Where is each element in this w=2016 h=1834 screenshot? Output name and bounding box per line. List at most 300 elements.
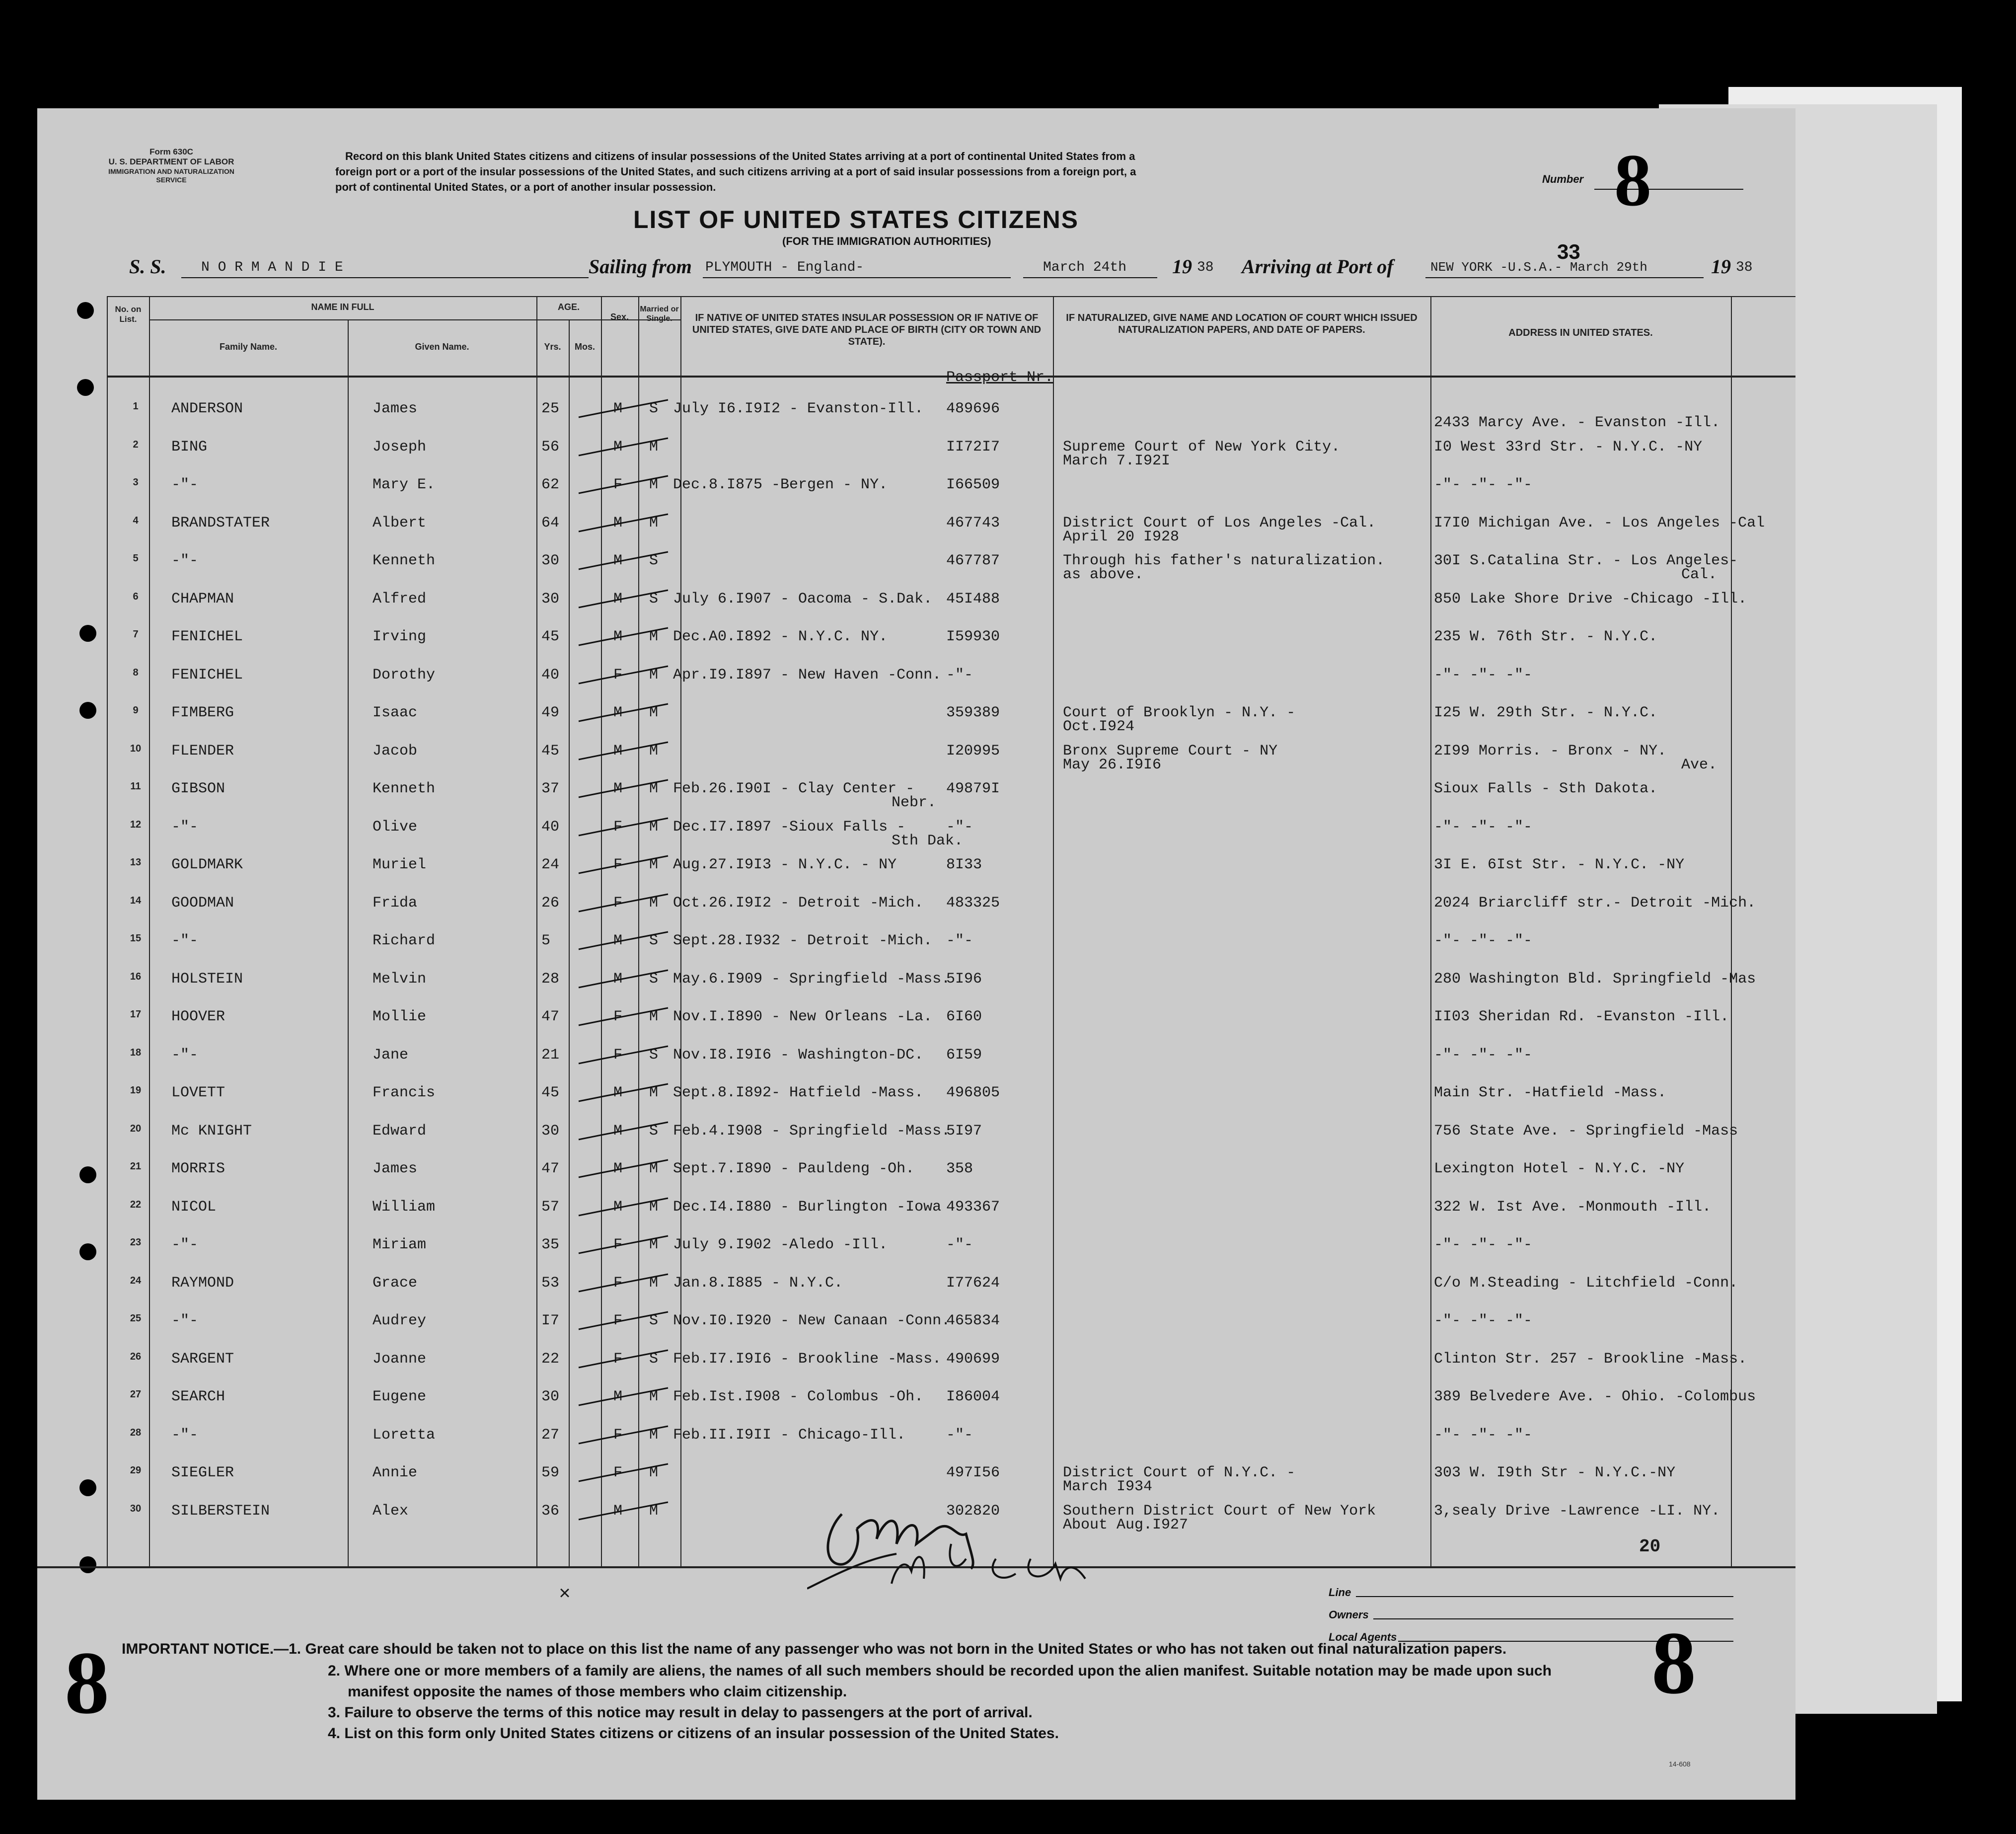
cell-birth: Feb.26.I90I - Clay Center -	[673, 780, 915, 797]
cell-age: 47	[541, 1008, 560, 1025]
cell-given: Kenneth	[373, 780, 436, 797]
cell-sex: M	[613, 552, 623, 569]
notice-title: IMPORTANT NOTICE.	[122, 1641, 274, 1657]
cell-given: Richard	[373, 932, 436, 949]
sailing-date: March 24th	[1043, 260, 1127, 275]
cell-birth: Sept.28.I932 - Detroit -Mich.	[673, 932, 933, 949]
cell-addr: 30I S.Catalina Str. - Los Angeles-	[1434, 552, 1738, 569]
check-mark	[574, 1309, 673, 1339]
cell-family: GIBSON	[171, 780, 225, 797]
cell-given: James	[373, 400, 418, 417]
cell-age: 37	[541, 780, 560, 797]
cell-family: HOLSTEIN	[171, 970, 243, 988]
cell-age: 36	[541, 1502, 560, 1520]
cell-age: 45	[541, 1084, 560, 1101]
check-mark	[574, 816, 673, 845]
cell-given: James	[373, 1160, 418, 1177]
cell-passport: 6I60	[946, 1008, 982, 1025]
cell-family: -"-	[171, 552, 199, 569]
cell-family: -"-	[171, 1236, 199, 1253]
cell-addr: -"- -"- -"-	[1434, 818, 1533, 836]
instruction-line: port of continental United States, or a port of another insular possession.	[335, 180, 716, 193]
cell-nat: District Court of Los Angeles -Cal.	[1063, 514, 1376, 532]
cell-family: NICOL	[171, 1198, 217, 1216]
check-mark	[574, 853, 673, 883]
footer-code: 14-608	[1669, 1760, 1691, 1768]
cell-passport: 49879I	[946, 780, 1000, 797]
cell-age: 25	[541, 400, 560, 417]
pencil-mark: ×	[559, 1584, 571, 1606]
notice-item: 2. Where one or more members of a family are aliens, the names of all such members should be recorded upon the alien manifest. Suitable notation may be made upon such	[328, 1663, 1552, 1679]
cell-addr: -"- -"- -"-	[1434, 666, 1533, 684]
cell-family: BING	[171, 438, 208, 456]
arriving-port: NEW YORK -U.S.A.- March 29th	[1430, 260, 1647, 275]
cell-family: GOODMAN	[171, 894, 234, 912]
cell-given: Muriel	[373, 856, 427, 873]
cell-addr: 2433 Marcy Ave. - Evanston -Ill.	[1434, 414, 1720, 431]
cell-sex: F	[613, 1046, 623, 1064]
cell-addr: I25 W. 29th Str. - N.Y.C.	[1434, 704, 1658, 721]
cell-age: 30	[541, 590, 560, 608]
cell-passport: -"-	[946, 1426, 973, 1444]
cell-family: -"-	[171, 476, 199, 493]
cell-sex: F	[613, 894, 623, 912]
check-mark	[574, 1120, 673, 1149]
cell-addr: 389 Belvedere Ave. - Ohio. -Colombus	[1434, 1388, 1756, 1405]
cell-given: Melvin	[373, 970, 427, 988]
cell-family: LOVETT	[171, 1084, 225, 1101]
cell-ms: M	[649, 856, 659, 873]
cell-nat: Court of Brooklyn - N.Y. -	[1063, 704, 1296, 721]
cell-no: 9	[133, 705, 139, 716]
cell-addr: 2I99 Morris. - Bronx - NY.	[1434, 742, 1667, 760]
cell-no: 20	[130, 1123, 142, 1134]
cell-sex: M	[613, 628, 623, 645]
cell-passport: -"-	[946, 1236, 973, 1253]
page-title: LIST OF UNITED STATES CITIZENS	[633, 206, 1079, 233]
list-number: 8	[1614, 139, 1651, 222]
cell-given: Loretta	[373, 1426, 436, 1444]
cell-ms: M	[649, 780, 659, 797]
cell-passport: 497I56	[946, 1464, 1000, 1481]
cell-ms: S	[649, 970, 659, 988]
cell-addr: -"- -"- -"-	[1434, 1426, 1533, 1444]
cell-birth: Dec.I7.I897 -Sioux Falls -	[673, 818, 906, 836]
cell-birth: May.6.I909 - Springfield -Mass.	[673, 970, 951, 988]
cell-ms: S	[649, 1350, 659, 1368]
cell-addr: -"- -"- -"-	[1434, 1236, 1533, 1253]
cell-age: 22	[541, 1350, 560, 1368]
cell-ms: M	[649, 1502, 659, 1520]
cell-sex: M	[613, 1502, 623, 1520]
cell-nat2: April 20 I928	[1063, 528, 1180, 545]
cell-passport: -"-	[946, 666, 973, 684]
column-rule	[1731, 296, 1732, 1568]
cell-age: 49	[541, 704, 560, 721]
owners-label: Owners	[1329, 1608, 1369, 1621]
cell-given: Joanne	[373, 1350, 427, 1368]
cell-family: SIEGLER	[171, 1464, 234, 1481]
sailing-from: PLYMOUTH - England-	[705, 260, 864, 275]
check-mark	[574, 1461, 673, 1491]
check-mark	[574, 1272, 673, 1301]
check-mark	[574, 701, 673, 731]
cell-given: Audrey	[373, 1312, 427, 1329]
cell-sex: F	[613, 856, 623, 873]
cell-passport: I86004	[946, 1388, 1000, 1405]
cell-age: 21	[541, 1046, 560, 1064]
check-mark	[574, 1044, 673, 1073]
cell-nat2: as above.	[1063, 566, 1144, 583]
column-header-name: NAME IN FULL	[311, 302, 374, 312]
cell-no: 26	[130, 1351, 142, 1362]
cell-birth: July 9.I902 -Aledo -Ill.	[673, 1236, 888, 1253]
column-header-married: Married or Single.	[640, 305, 679, 323]
column-header-family: Family Name.	[219, 342, 278, 352]
corner-number: 8	[65, 1633, 109, 1732]
cell-family: -"-	[171, 1312, 199, 1329]
stamp-count: 20	[1639, 1536, 1661, 1557]
cell-age: 30	[541, 552, 560, 569]
cell-birth: Nov.I.I890 - New Orleans -La.	[673, 1008, 933, 1025]
cell-birth: Feb.4.I908 - Springfield -Mass.	[673, 1122, 951, 1140]
cell-given: Mary E.	[373, 476, 436, 493]
cell-no: 6	[133, 591, 139, 602]
cell-addr: C/o M.Steading - Litchfield -Conn.	[1434, 1274, 1738, 1292]
column-header-age: AGE.	[557, 302, 580, 312]
cell-nat2: May 26.I9I6	[1063, 756, 1162, 773]
cell-given: Mollie	[373, 1008, 427, 1025]
check-mark	[574, 512, 673, 541]
cell-family: FENICHEL	[171, 628, 243, 645]
cell-addr: II03 Sheridan Rd. -Evanston -Ill.	[1434, 1008, 1729, 1025]
cell-no: 8	[133, 667, 139, 678]
check-mark	[574, 777, 673, 807]
cell-ms: M	[649, 742, 659, 760]
cell-no: 7	[133, 629, 139, 640]
cell-family: -"-	[171, 1046, 199, 1064]
cell-family: -"-	[171, 1426, 199, 1444]
check-mark	[574, 892, 673, 921]
cell-ms: S	[649, 1312, 659, 1329]
cell-family: GOLDMARK	[171, 856, 243, 873]
cell-given: Francis	[373, 1084, 436, 1101]
form-number: Form 630C	[149, 147, 193, 156]
cell-birth: Sept.7.I890 - Pauldeng -Oh.	[673, 1160, 915, 1177]
cell-nat: Bronx Supreme Court - NY	[1063, 742, 1278, 760]
cell-no: 15	[130, 933, 142, 944]
cell-given: Frida	[373, 894, 418, 912]
check-mark	[574, 549, 673, 579]
cell-passport: I59930	[946, 628, 1000, 645]
cell-age: 45	[541, 628, 560, 645]
cell-nat: Through his father's naturalization.	[1063, 552, 1385, 569]
sailing-label: Sailing from	[589, 255, 692, 278]
cell-no: 22	[130, 1199, 142, 1210]
cell-sex: F	[613, 1274, 623, 1292]
cell-sex: F	[613, 1312, 623, 1329]
cell-age: 47	[541, 1160, 560, 1177]
cell-sex: M	[613, 704, 623, 721]
cell-passport: 490699	[946, 1350, 1000, 1368]
cell-sex: F	[613, 1350, 623, 1368]
column-header-sex: Sex.	[610, 312, 629, 322]
cell-passport: 5I97	[946, 1122, 982, 1140]
cell-age: 24	[541, 856, 560, 873]
cell-sex: M	[613, 970, 623, 988]
cell-age: 45	[541, 742, 560, 760]
cell-ms: M	[649, 666, 659, 684]
cell-family: CHAPMAN	[171, 590, 234, 608]
cell-addr: 850 Lake Shore Drive -Chicago -Ill.	[1434, 590, 1747, 608]
cell-ms: S	[649, 590, 659, 608]
notice-item: 4. List on this form only United States citizens or citizens of an insular possession of the United States.	[328, 1725, 1059, 1742]
cell-passport: 467787	[946, 552, 1000, 569]
cell-no: 17	[130, 1009, 142, 1020]
column-header-yrs: Yrs.	[544, 342, 561, 352]
cell-family: BRANDSTATER	[171, 514, 270, 532]
cell-birth: Feb.II.I9II - Chicago-Ill.	[673, 1426, 906, 1444]
cell-sex: F	[613, 476, 623, 493]
cell-ms: M	[649, 1160, 659, 1177]
check-mark	[574, 397, 673, 427]
cell-passport: -"-	[946, 818, 973, 836]
cell-ms: M	[649, 1008, 659, 1025]
cell-birth: July 6.I907 - Oacoma - S.Dak.	[673, 590, 933, 608]
cell-ms: M	[649, 476, 659, 493]
cell-sex: M	[613, 514, 623, 532]
cell-addr: 756 State Ave. - Springfield -Mass	[1434, 1122, 1738, 1140]
cell-no: 23	[130, 1237, 142, 1248]
instruction-line: Record on this blank United States citizens and citizens of insular possessions of the United States arriving at a port of continental United States from a	[345, 150, 1135, 162]
cell-passport: 467743	[946, 514, 1000, 532]
cell-addr: I0 West 33rd Str. - N.Y.C. -NY	[1434, 438, 1703, 456]
local-agents-label: Local Agents	[1329, 1631, 1397, 1643]
cell-no: 21	[130, 1161, 142, 1172]
cell-family: Mc KNIGHT	[171, 1122, 252, 1140]
cell-birth: Dec.8.I875 -Bergen - NY.	[673, 476, 888, 493]
cell-ms: S	[649, 552, 659, 569]
cell-passport: II72I7	[946, 438, 1000, 456]
cell-addr: Clinton Str. 257 - Brookline -Mass.	[1434, 1350, 1747, 1368]
cell-addr: 280 Washington Bld. Springfield -Mas	[1434, 970, 1756, 988]
cell-birth: Nov.I8.I9I6 - Washington-DC.	[673, 1046, 924, 1064]
cell-nat2: March I934	[1063, 1478, 1153, 1495]
cell-ms: M	[649, 1274, 659, 1292]
cell-family: -"-	[171, 818, 199, 836]
cell-no: 2	[133, 439, 139, 450]
cell-no: 14	[130, 895, 142, 906]
cell-ms: M	[649, 818, 659, 836]
manifest-sheet	[37, 108, 1795, 1800]
instruction-line: foreign port or a port of the insular possessions of the United States, and such citizens arriving at a port of said insular possessions from a foreign port, a	[335, 165, 1136, 178]
check-mark	[574, 1233, 673, 1263]
cell-birth: Feb.Ist.I908 - Colombus -Oh.	[673, 1388, 924, 1405]
cell-birth: Nov.I0.I920 - New Canaan -Conn.	[673, 1312, 951, 1329]
department-name: U. S. DEPARTMENT OF LABOR	[108, 157, 234, 167]
cell-no: 19	[130, 1085, 142, 1096]
cell-passport: I20995	[946, 742, 1000, 760]
cell-no: 13	[130, 857, 142, 868]
service-name: IMMIGRATION AND NATURALIZATION SERVICE	[108, 167, 234, 184]
cell-given: Jane	[373, 1046, 409, 1064]
cell-ms: M	[649, 1388, 659, 1405]
cell-given: Annie	[373, 1464, 418, 1481]
cell-given: Joseph	[373, 438, 427, 456]
cell-no: 10	[130, 743, 142, 754]
table-top-rule	[107, 296, 1795, 297]
cell-sex: F	[613, 818, 623, 836]
cell-ms: S	[649, 400, 659, 417]
cell-addr: 235 W. 76th Str. - N.Y.C.	[1434, 628, 1658, 645]
corner-number: 8	[1651, 1613, 1696, 1712]
notice-item: 3. Failure to observe the terms of this notice may result in delay to passengers at the port of arrival.	[328, 1704, 1033, 1721]
cell-no: 29	[130, 1465, 142, 1476]
cell-passport: 359389	[946, 704, 1000, 721]
cell-passport: I77624	[946, 1274, 1000, 1292]
cell-no: 3	[133, 477, 139, 488]
passport-header: Passport Nr.	[946, 369, 1054, 386]
cell-birth: Apr.I9.I897 - New Haven -Conn.	[673, 666, 942, 684]
check-mark	[574, 1424, 673, 1453]
check-mark	[574, 929, 673, 959]
cell-age: 57	[541, 1198, 560, 1216]
column-rule	[107, 296, 108, 1568]
cell-ms: S	[649, 1046, 659, 1064]
cell-age: 40	[541, 818, 560, 836]
cell-no: 4	[133, 515, 139, 526]
cell-family: HOOVER	[171, 1008, 225, 1025]
underline	[1356, 1596, 1733, 1597]
cell-age: I7	[541, 1312, 560, 1329]
cell-addr: -"- -"- -"-	[1434, 1312, 1533, 1329]
cell-ms: M	[649, 1236, 659, 1253]
column-header-given: Given Name.	[415, 342, 469, 352]
cell-age: 62	[541, 476, 560, 493]
cell-addr: Sioux Falls - Sth Dakota.	[1434, 780, 1658, 797]
cell-birth2: Sth Dak.	[892, 832, 964, 849]
cell-sex: M	[613, 780, 623, 797]
check-mark	[574, 473, 673, 503]
cell-no: 12	[130, 819, 142, 830]
cell-given: Albert	[373, 514, 427, 532]
cell-birth: July I6.I9I2 - Evanston-Ill.	[673, 400, 924, 417]
column-rule	[1053, 296, 1054, 1568]
cell-no: 11	[130, 781, 141, 792]
cell-ms: M	[649, 1084, 659, 1101]
cell-given: Eugene	[373, 1388, 427, 1405]
cell-nat: District Court of N.Y.C. -	[1063, 1464, 1296, 1481]
cell-sex: M	[613, 742, 623, 760]
cell-given: Irving	[373, 628, 427, 645]
cell-given: Grace	[373, 1274, 418, 1292]
cell-birth: Dec.I4.I880 - Burlington -Iowa	[673, 1198, 942, 1216]
cell-nat2: About Aug.I927	[1063, 1516, 1189, 1533]
column-header-naturalized: IF NATURALIZED, GIVE NAME AND LOCATION OF COURT WHICH ISSUED NATURALIZATION PAPERS, AND DATE OF PAPERS.	[1066, 312, 1418, 335]
check-mark	[574, 625, 673, 655]
cell-family: -"-	[171, 932, 199, 949]
cell-passport: 493367	[946, 1198, 1000, 1216]
cell-ms: M	[649, 1426, 659, 1444]
cell-ms: M	[649, 514, 659, 532]
cell-no: 30	[130, 1503, 142, 1514]
cell-addr2: Ave.	[1681, 756, 1717, 773]
cell-sex: F	[613, 1008, 623, 1025]
cell-family: FIMBERG	[171, 704, 234, 721]
column-header-address: ADDRESS IN UNITED STATES.	[1508, 327, 1653, 338]
cell-ms: M	[649, 438, 659, 456]
ship-name: N O R M A N D I E	[201, 260, 343, 275]
notice-item: —1. Great care should be taken not to place on this list the name of any passenger who was not born in the United States or who has not taken out final naturalization papers.	[274, 1641, 1507, 1657]
cell-sex: F	[613, 1426, 623, 1444]
check-mark	[574, 1385, 673, 1415]
cell-addr: I7I0 Michigan Ave. - Los Angeles -Cal	[1434, 514, 1765, 532]
arrival-year: 38	[1736, 260, 1753, 275]
check-mark	[574, 740, 673, 769]
column-header-mos: Mos.	[574, 342, 595, 352]
cell-given: Alfred	[373, 590, 427, 608]
cell-age: 30	[541, 1388, 560, 1405]
cell-passport: -"-	[946, 932, 973, 949]
number-label: Number	[1542, 173, 1584, 185]
cell-no: 1	[133, 401, 139, 412]
page-subtitle: (FOR THE IMMIGRATION AUTHORITIES)	[782, 235, 991, 247]
cell-passport: 489696	[946, 400, 1000, 417]
arriving-label: Arriving at Port of	[1242, 255, 1394, 278]
cell-passport: I66509	[946, 476, 1000, 493]
cell-given: Jacob	[373, 742, 418, 760]
check-mark	[574, 1157, 673, 1187]
cell-addr: Main Str. -Hatfield -Mass.	[1434, 1084, 1667, 1101]
cell-addr: -"- -"- -"-	[1434, 476, 1533, 493]
cell-ms: M	[649, 628, 659, 645]
cell-sex: M	[613, 400, 623, 417]
cell-sex: F	[613, 1464, 623, 1481]
cell-ms: M	[649, 1464, 659, 1481]
cell-sex: F	[613, 666, 623, 684]
cell-ms: M	[649, 704, 659, 721]
column-rule	[1430, 296, 1431, 1568]
check-mark	[574, 1081, 673, 1111]
important-notice	[122, 1641, 1506, 1658]
cell-age: 53	[541, 1274, 560, 1292]
cell-age: 56	[541, 438, 560, 456]
cell-family: ANDERSON	[171, 400, 243, 417]
cell-birth: Sept.8.I892- Hatfield -Mass.	[673, 1084, 924, 1101]
check-mark	[574, 1348, 673, 1377]
cell-nat: Southern District Court of New York	[1063, 1502, 1376, 1520]
cell-passport: 465834	[946, 1312, 1000, 1329]
cell-addr: -"- -"- -"-	[1434, 932, 1533, 949]
notice-item: manifest opposite the names of those members who claim citizenship.	[348, 1683, 847, 1700]
ship-label: S. S.	[129, 255, 166, 278]
cell-addr: -"- -"- -"-	[1434, 1046, 1533, 1064]
cell-passport: 496805	[946, 1084, 1000, 1101]
cell-passport: 483325	[946, 894, 1000, 912]
cell-no: 18	[130, 1047, 142, 1058]
cell-given: Kenneth	[373, 552, 436, 569]
cell-given: William	[373, 1198, 436, 1216]
cell-sex: M	[613, 590, 623, 608]
cell-passport: 5I96	[946, 970, 982, 988]
cell-family: SARGENT	[171, 1350, 234, 1368]
check-mark	[574, 436, 673, 465]
cell-family: RAYMOND	[171, 1274, 234, 1292]
check-mark	[574, 1196, 673, 1225]
cell-family: MORRIS	[171, 1160, 225, 1177]
cell-addr: 322 W. Ist Ave. -Monmouth -Ill.	[1434, 1198, 1712, 1216]
cell-age: 30	[541, 1122, 560, 1140]
